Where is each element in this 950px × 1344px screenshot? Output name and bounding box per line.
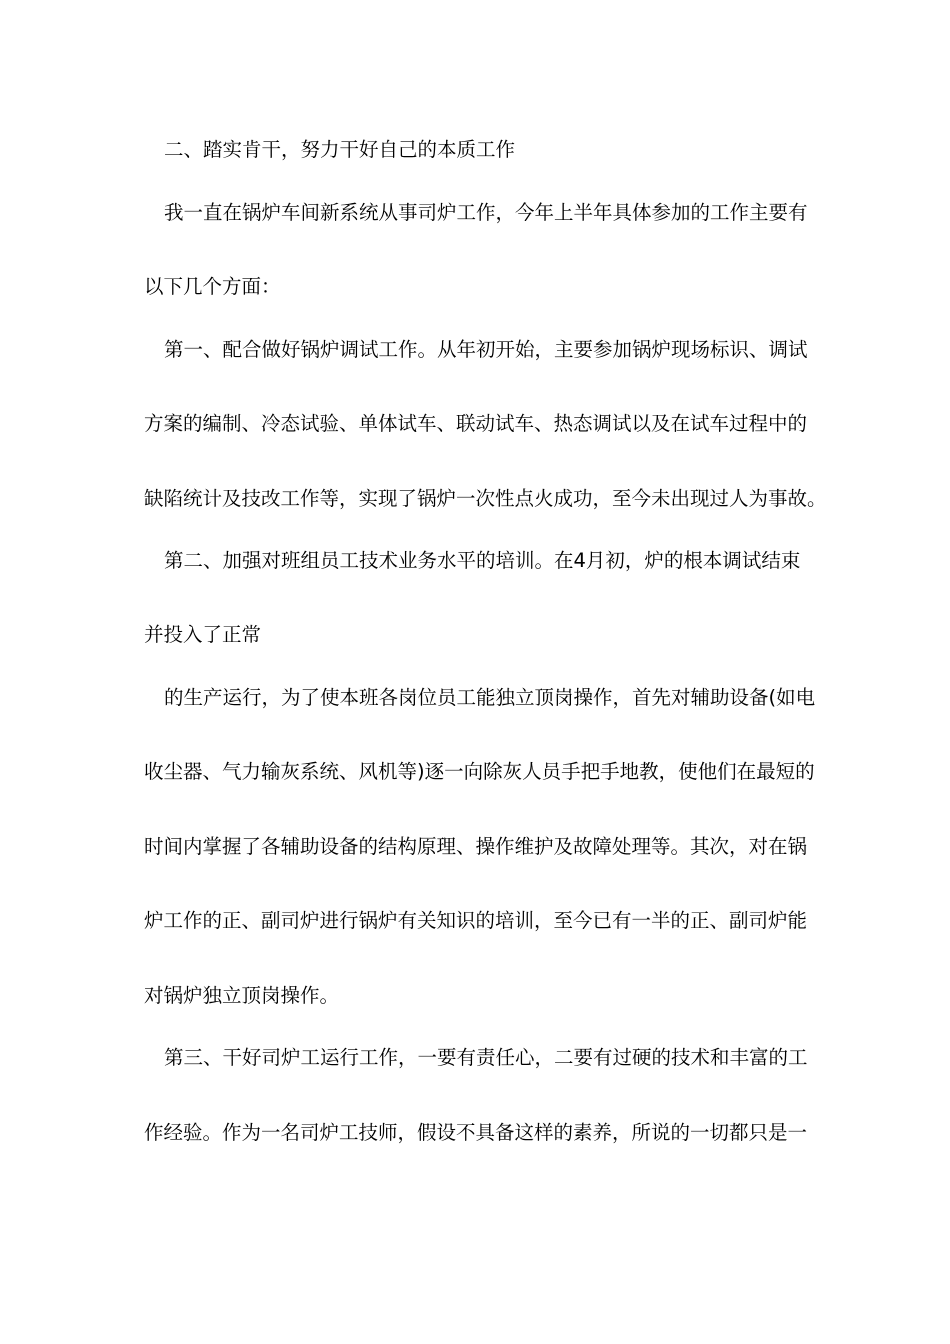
paragraph-line: 以下几个方面： [144,275,281,298]
paragraph-line: 的生产运行，为了使本班各岗位员工能独立顶岗操作，首先对辅助设备(如电 [164,686,816,709]
paragraph-line: 第二、加强对班组员工技术业务水平的培训。在4月初，炉的根本调试结束 [164,549,801,572]
paragraph-line: 时间内掌握了各辅助设备的结构原理、操作维护及故障处理等。其次，对在锅 [144,835,808,858]
paragraph-line: 第三、干好司炉工运行工作，一要有责任心，二要有过硬的技术和丰富的工 [164,1046,808,1069]
paragraph-line: 我一直在锅炉车间新系统从事司炉工作，今年上半年具体参加的工作主要有 [164,201,808,224]
paragraph-line: 对锅炉独立顶岗操作。 [144,984,340,1007]
paragraph-line: 缺陷统计及技改工作等，实现了锅炉一次性点火成功，至今未出现过人为事故。 [144,487,827,510]
paragraph-line: 第一、配合做好锅炉调试工作。从年初开始，主要参加锅炉现场标识、调试 [164,338,808,361]
paragraph-line: 方案的编制、冷态试验、单体试车、联动试车、热态调试以及在试车过程中的 [144,412,808,435]
paragraph-line: 炉工作的正、副司炉进行锅炉有关知识的培训，至今已有一半的正、副司炉能 [144,909,808,932]
paragraph-line: 收尘器、气力输灰系统、风机等)逐一向除灰人员手把手地教，使他们在最短的 [144,760,815,783]
paragraph-line: 作经验。作为一名司炉工技师，假设不具备这样的素养，所说的一切都只是一 [144,1121,808,1144]
section-heading: 二、踏实肯干，努力干好自己的本质工作 [164,138,516,161]
paragraph-line: 并投入了正常 [144,623,262,646]
